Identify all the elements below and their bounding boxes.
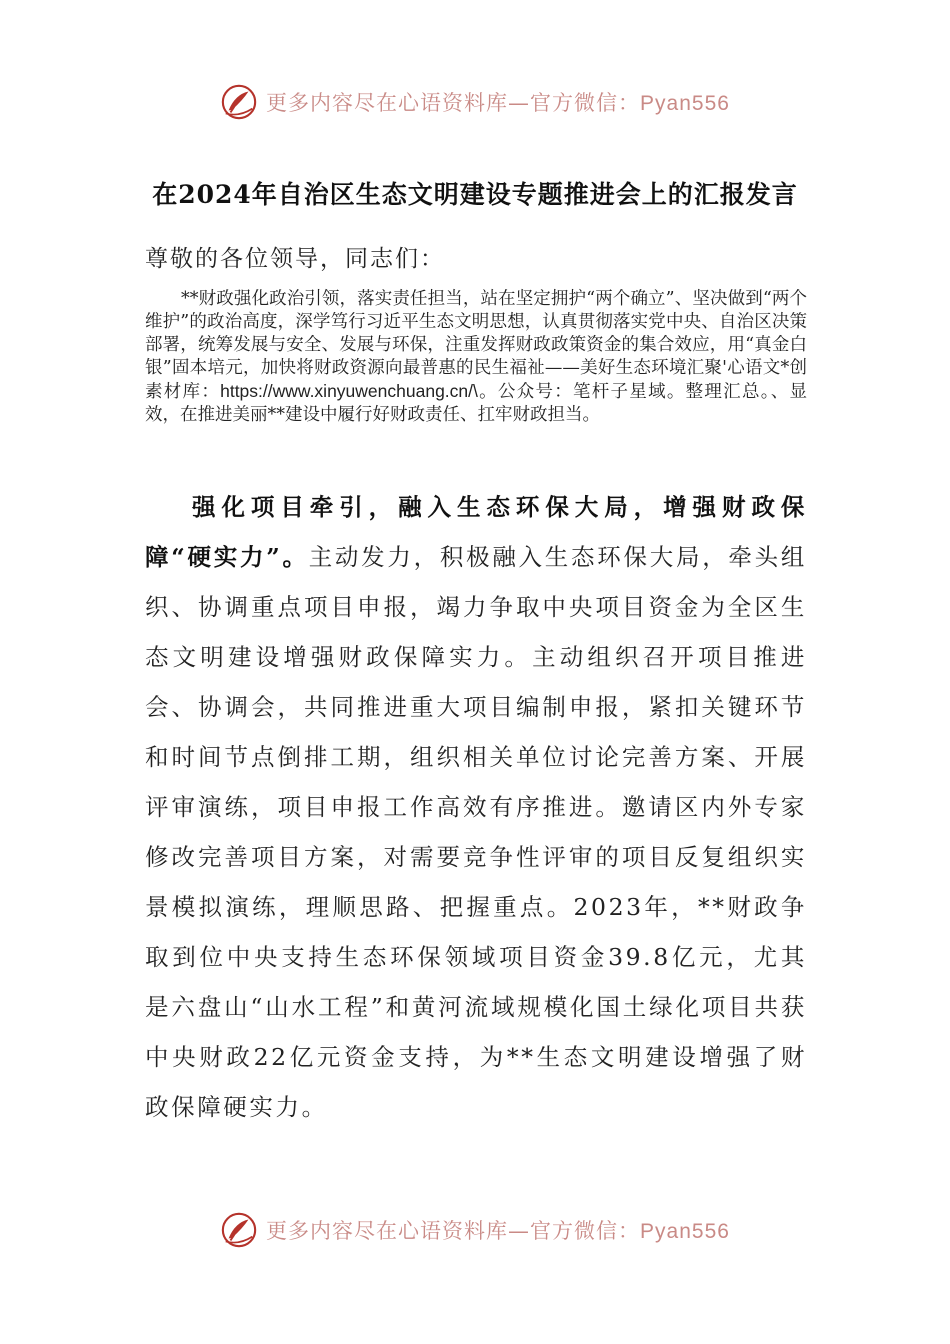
pen-logo-icon <box>220 83 258 121</box>
document-title: 在2024年自治区生态文明建设专题推进会上的汇报发言 <box>152 180 798 209</box>
banner-slogan: 更多内容尽在心语资料库—官方微信： <box>266 1219 641 1243</box>
section-paragraph <box>145 482 807 1132</box>
pen-logo-icon <box>220 1211 258 1249</box>
section-heading: 强化项目牵引，融入生态环保大局，增强财政保障“硬实力”。 <box>145 493 807 571</box>
header-watermark-banner <box>0 78 950 126</box>
banner-wechat-id: Pyan556 <box>640 92 730 115</box>
intro-paragraph <box>145 288 807 427</box>
greeting: 尊敬的各位领导，同志们： <box>145 246 445 272</box>
banner-wechat-id: Pyan556 <box>640 1220 730 1243</box>
intro-url: https://www.xinyuwenchuang.cn/\ <box>220 381 478 401</box>
banner-slogan: 更多内容尽在心语资料库—官方微信： <box>266 91 641 115</box>
intro-text-2: 。公众号：笔杆子星域。整理汇总。、显效，在推进美丽**建设中履行好财政责任、扛牢财政担当。 <box>145 382 808 425</box>
intro-text-1: **财政强化政治引领，落实责任担当，站在坚定拥护“两个确立”、坚决做到“两个维护”的政治高度，深学笃行习近平生态文明思想，认真贯彻落实党中央、自治区决策部署，统筹发展与安全、发展与环保，注重发挥财政政策资金的集合效应，用“真金白银”固本培元，加快将财政资源向最普惠的民生福祉——美好生态环境汇聚'心语文*创素材库： <box>145 289 807 402</box>
section-body: 主动发力，积极融入生态环保大局，牵头组织、协调重点项目申报，竭力争取中央项目资金为全区生态文明建设增强财政保障实力。主动组织召开项目推进会、协调会，共同推进重大项目编制申报，紧扣关键环节和时间节点倒排工期，组织相关单位讨论完善方案、开展评审演练，项目申报工作高效有序推进。邀请区内外专家修改完善项目方案，对需要竞争性评审的项目反复组织实景模拟演练，理顺思路、把握重点。2023年，**财政争取到位中央支持生态环保领域项目资金39.8亿元，尤其是六盘山“山水工程”和黄河流域规模化国土绿化项目共获中央财政22亿元资金支持，为**生态文明建设增强了财政保障硬实力。 <box>145 543 808 1121</box>
footer-watermark-banner <box>0 1206 950 1254</box>
